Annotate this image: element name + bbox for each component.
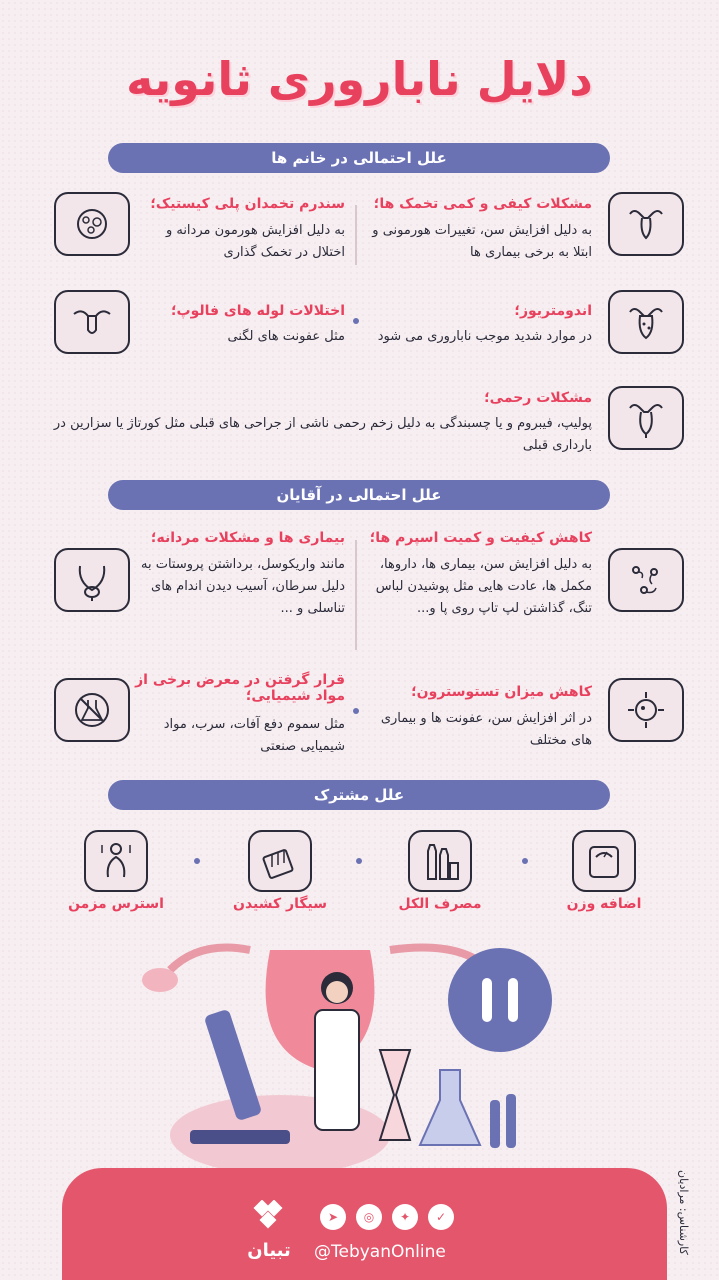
women-item-1-title: مشکلات کیفی و کمی تخمک ها؛: [373, 196, 592, 212]
page-title: دلایل ناباروری ثانویه: [126, 52, 593, 106]
men-item-2-title: بیماری ها و مشکلات مردانه؛: [150, 530, 345, 546]
common-item-4-label: استرس مزمن: [68, 896, 164, 912]
telegram-icon[interactable]: ➤: [320, 1204, 346, 1230]
doctor-face: [326, 981, 348, 1003]
ovary-shape: [142, 968, 178, 992]
women-item-5-title: مشکلات رحمی؛: [484, 390, 592, 406]
women-item-2-text: به دلیل افزایش هورمون مردانه و اختلال در تخمک گذاری: [165, 223, 345, 260]
instagram-icon[interactable]: ◎: [356, 1204, 382, 1230]
ovary-cyst-icon: [54, 192, 130, 256]
pause-bar: [482, 978, 492, 1022]
bullet-dot: [194, 858, 200, 864]
flask-icon: [420, 1070, 480, 1145]
illustration: [110, 930, 590, 1170]
stress-icon: [84, 830, 148, 892]
tebyan-logo-icon: [238, 1200, 298, 1244]
women-item-5-text: پولیپ، فیبروم و یا چسبندگی به دلیل زخم رحمی ناشی از جراحی های قبلی مثل کورتاژ یا سزارین در بارداری قبلی: [53, 416, 592, 453]
common-item-2-label: مصرف الکل: [398, 896, 482, 912]
men-item-1-title: کاهش کیفیت و کمیت اسپرم ها؛: [369, 530, 592, 546]
doctor-figure: [315, 1010, 359, 1130]
microscope-base: [190, 1130, 290, 1144]
uterus-icon: [608, 192, 684, 256]
common-section-header: علل مشترک: [108, 780, 610, 810]
men-item-4-title: قرار گرفتن در معرض برخی از مواد شیمیایی؛: [135, 672, 345, 704]
women-item-2-title: سندرم تخمدان پلی کیستیک؛: [150, 196, 345, 212]
social-handle[interactable]: @TebyanOnline: [314, 1242, 446, 1262]
prostate-icon: [54, 548, 130, 612]
divider: [355, 205, 357, 265]
endometriosis-icon: [608, 290, 684, 354]
hourglass-icon: [380, 1050, 410, 1140]
no-chemicals-icon: [54, 678, 130, 742]
smoking-icon: [248, 830, 312, 892]
common-item-3-label: سیگار کشیدن: [233, 896, 327, 912]
men-item-3-text: در اثر افزایش سن، عفونت ها و بیماری های مختلف: [380, 711, 592, 748]
check-icon[interactable]: ✓: [428, 1204, 454, 1230]
men-item-2-text: مانند واریکوسل، برداشتن پروستات به دلیل سرطان، آسیب دیدن اندام های تناسلی و ...: [140, 557, 345, 616]
credit-text: کارشناس: مرادیان: [677, 1170, 690, 1255]
fallopian-tube-shape: [170, 948, 250, 971]
women-item-4-title: اختلالات لوله های فالوپ؛: [170, 303, 345, 319]
bullet-dot: [356, 858, 362, 864]
women-section-header: علل احتمالی در خانم ها: [108, 143, 610, 173]
fallopian-tube-icon: [54, 290, 130, 354]
sperm-icon: [608, 548, 684, 612]
testosterone-icon: [608, 678, 684, 742]
alcohol-icon: [408, 830, 472, 892]
test-tube-icon: [506, 1094, 516, 1148]
scale-icon: [572, 830, 636, 892]
women-item-1-text: به دلیل افزایش سن، تغییرات هورمونی و ابتلا به برخی بیماری ها: [372, 223, 592, 260]
test-tube-icon: [490, 1100, 500, 1148]
women-item-3-title: اندومتریوز؛: [514, 303, 592, 319]
pause-bar: [508, 978, 518, 1022]
women-item-3-text: در موارد شدید موجب ناباروری می شود: [377, 329, 592, 344]
women-item-4-text: مثل عفونت های لگنی: [227, 329, 345, 344]
divider: [355, 540, 357, 650]
bullet-dot: [522, 858, 528, 864]
pause-circle-icon: [448, 948, 552, 1052]
brand-name: تبیان: [247, 1240, 291, 1261]
bullet-dot: [353, 318, 359, 324]
men-item-4-text: مثل سموم دفع آفات، سرب، مواد شیمیایی صنعتی: [163, 717, 345, 754]
men-section-header: علل احتمالی در آقایان: [108, 480, 610, 510]
common-item-1-label: اضافه وزن: [566, 896, 642, 912]
uterus-problem-icon: [608, 386, 684, 450]
men-item-1-text: به دلیل افزایش سن، بیماری ها، داروها، مکمل ها، عادت هایی مثل پوشیدن لباس تنگ، گذاشتن لپ تاپ روی پا و...: [375, 557, 592, 616]
bullet-dot: [353, 708, 359, 714]
men-item-3-title: کاهش میزان تستوسترون؛: [411, 684, 592, 700]
twitter-icon[interactable]: ✦: [392, 1204, 418, 1230]
